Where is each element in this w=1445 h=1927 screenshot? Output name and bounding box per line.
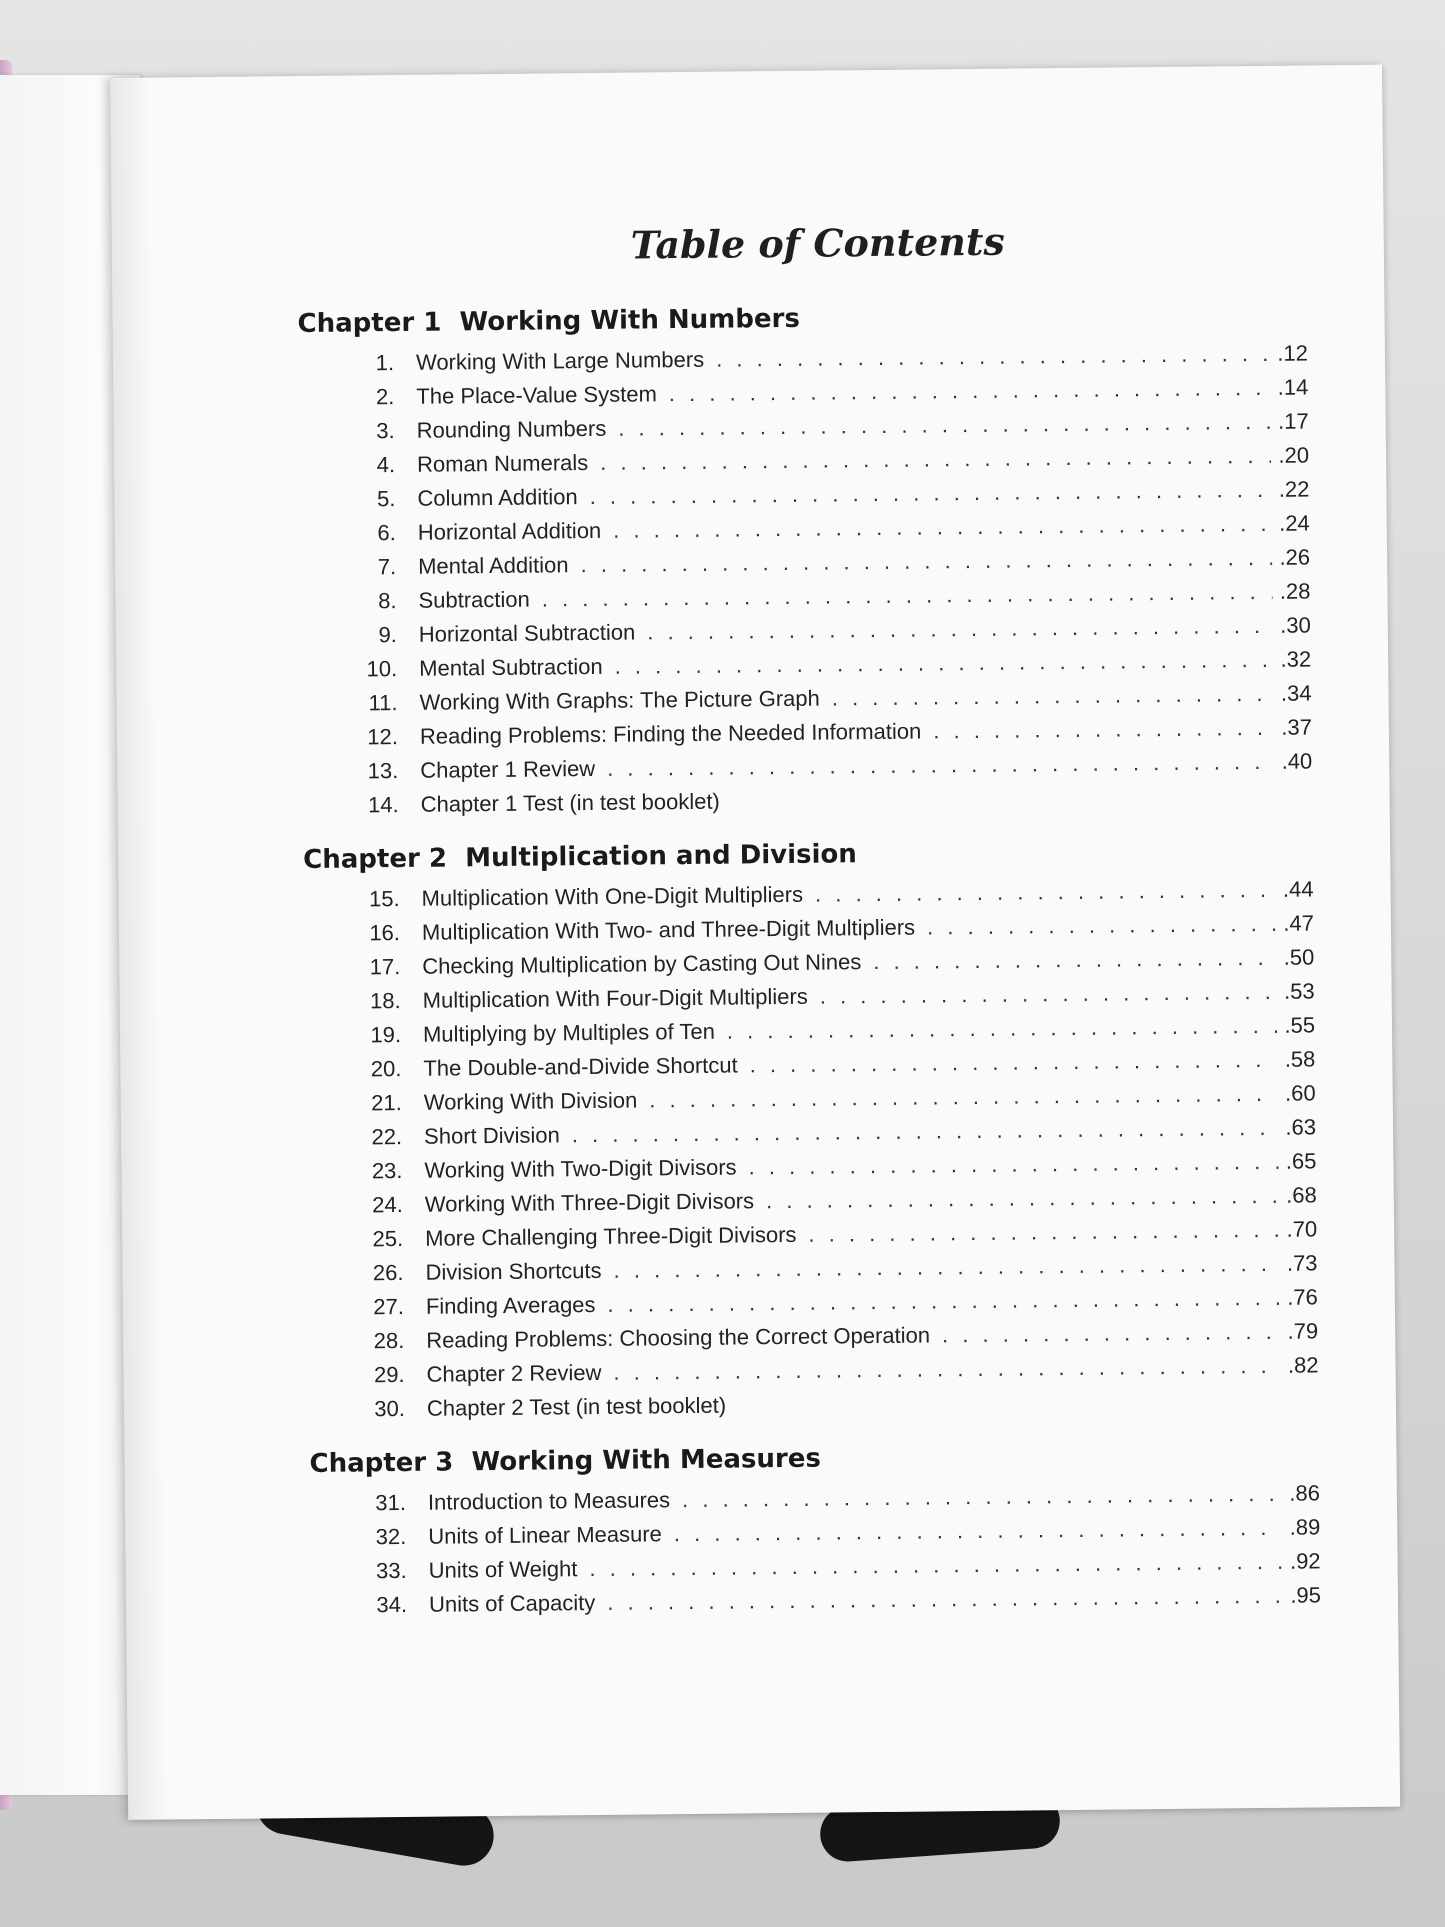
entry-number: 14.: [367, 792, 399, 818]
dot-leader: [820, 975, 1277, 1014]
entry-list: [298, 336, 1313, 823]
entry-number: 29.: [373, 1361, 405, 1388]
entry-number: 25.: [372, 1225, 404, 1252]
entry-page-number: .12: [1277, 340, 1309, 366]
entry-page-number: .28: [1279, 578, 1311, 604]
entry-number: 10.: [366, 656, 398, 682]
entry-page-number: .24: [1279, 510, 1310, 536]
entry-number: 16.: [369, 920, 401, 946]
entry-page-number: .82: [1287, 1352, 1319, 1378]
entry-number: 21.: [371, 1090, 402, 1116]
entry-title: Introduction to Measures: [427, 1487, 671, 1515]
dot-leader: [766, 1179, 1279, 1218]
entry-title: Multiplication With Two- and Three-Digit Multipliers: [421, 914, 916, 945]
entry-title: Multiplying by Multiples of Ten: [422, 1018, 715, 1047]
entry-page-number: .32: [1280, 646, 1312, 672]
entry-title: Chapter 1 Review: [420, 755, 596, 783]
entry-title: Chapter 2 Test (in test booklet): [426, 1392, 727, 1421]
entry-number: 33.: [375, 1557, 407, 1584]
entry-page-number: .26: [1279, 544, 1311, 570]
entry-page-number: .73: [1286, 1250, 1318, 1276]
chapter-section: [297, 290, 1312, 823]
entry-number: 23.: [371, 1157, 403, 1184]
entry-title: The Place-Value System: [416, 381, 657, 409]
entry-page-number: .53: [1283, 978, 1315, 1004]
chapter-section: [309, 1430, 1321, 1623]
entry-title: Units of Linear Measure: [428, 1521, 662, 1549]
entry-title: Horizontal Addition: [417, 517, 602, 545]
dot-leader: [815, 873, 1276, 912]
entry-title: Mental Addition: [417, 552, 569, 579]
entry-title: Working With Three-Digit Divisors: [424, 1188, 755, 1217]
entry-number: 30.: [374, 1395, 406, 1422]
entry-page-number: .76: [1287, 1284, 1318, 1310]
entry-page-number: .63: [1285, 1114, 1317, 1140]
entry-number: 22.: [371, 1123, 403, 1150]
entry-title: Checking Multiplication by Casting Out Nines: [422, 949, 862, 979]
dot-leader: [808, 1213, 1279, 1252]
dot-leader: [942, 1315, 1281, 1353]
dot-leader: [832, 677, 1274, 716]
entry-page-number: .70: [1286, 1216, 1318, 1242]
entry-page-number: .89: [1289, 1514, 1321, 1540]
entry-spacer: [720, 802, 1313, 808]
entry-page-number: .34: [1280, 680, 1312, 706]
entry-page-number: .22: [1278, 476, 1310, 502]
chapter-label: Chapter 2: [303, 843, 448, 876]
entry-title: Multiplication With Four-Digit Multipliers: [422, 983, 808, 1013]
entry-page-number: .37: [1281, 714, 1312, 740]
entry-title: Working With Graphs: The Picture Graph: [419, 685, 820, 715]
entry-number: 24.: [372, 1191, 403, 1218]
entry-title: Division Shortcuts: [425, 1257, 602, 1285]
entry-title: More Challenging Three-Digit Divisors: [425, 1221, 797, 1251]
entry-number: 15.: [368, 886, 400, 912]
entry-title: Subtraction: [418, 586, 530, 613]
chapter-label: Chapter 3: [309, 1447, 454, 1479]
entry-title: Units of Capacity: [428, 1590, 596, 1617]
entry-page-number: .68: [1286, 1182, 1317, 1208]
entry-page-number: .50: [1283, 944, 1315, 970]
chapter-label: Chapter 1: [297, 307, 442, 340]
chapter-name: Working With Measures: [471, 1443, 822, 1478]
entry-number: 28.: [373, 1327, 405, 1354]
entry-number: 19.: [370, 1022, 402, 1048]
dot-leader: [727, 1009, 1277, 1049]
entry-page-number: .79: [1287, 1318, 1319, 1344]
entry-title: The Double-and-Divide Shortcut: [423, 1052, 738, 1081]
entry-page-number: .44: [1282, 876, 1314, 902]
dot-leader: [927, 907, 1276, 945]
entry-page-number: .20: [1278, 442, 1310, 468]
entry-title: Working With Large Numbers: [415, 346, 705, 375]
entry-number: 31.: [375, 1489, 407, 1516]
entry-page-number: .14: [1277, 374, 1309, 400]
entry-number: 11.: [368, 690, 398, 716]
entry-number: 32.: [375, 1523, 407, 1550]
entry-number: 3.: [376, 418, 395, 444]
entry-page-number: .55: [1284, 1012, 1316, 1038]
entry-number: 34.: [376, 1591, 408, 1618]
entry-page-number: .95: [1290, 1582, 1322, 1608]
entry-number: 27.: [373, 1293, 405, 1320]
entry-title: Roman Numerals: [416, 450, 589, 477]
entry-number: 18.: [369, 988, 401, 1014]
entry-list: [310, 1476, 1321, 1623]
entry-number: 17.: [369, 954, 401, 980]
entry-number: 26.: [372, 1259, 404, 1286]
dot-leader: [716, 337, 1270, 377]
dot-leader: [749, 1043, 1277, 1083]
entry-title: Horizontal Subtraction: [418, 619, 636, 647]
entry-page-number: .17: [1277, 408, 1309, 434]
entry-page-number: .47: [1283, 910, 1315, 936]
entry-number: 13.: [367, 758, 399, 784]
table-of-contents: [297, 290, 1321, 1637]
entry-number: 1.: [375, 350, 395, 376]
entry-title: Working With Division: [423, 1087, 638, 1115]
entry-title: Reading Problems: Finding the Needed Information: [419, 718, 922, 749]
entry-title: Short Division: [423, 1122, 560, 1149]
contents-page: [110, 65, 1400, 1820]
entry-title: Chapter 1 Test (in test booklet): [420, 788, 720, 817]
entry-number: 7.: [377, 554, 397, 580]
entry-list: [303, 872, 1319, 1427]
entry-title: Chapter 2 Review: [426, 1359, 602, 1387]
entry-title: Units of Weight: [428, 1556, 578, 1583]
entry-number: 9.: [378, 622, 397, 648]
entry-number: 8.: [377, 588, 397, 614]
entry-page-number: .86: [1289, 1480, 1321, 1506]
chapter-name: Multiplication and Division: [465, 839, 857, 874]
entry-number: 5.: [376, 486, 396, 512]
dot-leader: [748, 1145, 1278, 1185]
entry-title: Working With Two-Digit Divisors: [424, 1154, 737, 1183]
entry-title: Finding Averages: [425, 1291, 596, 1319]
dot-leader: [607, 745, 1274, 786]
entry-title: Mental Subtraction: [419, 653, 603, 681]
entry-page-number: .40: [1281, 748, 1313, 774]
entry-page-number: .30: [1280, 612, 1311, 638]
dot-leader: [613, 1349, 1280, 1390]
entry-title: Multiplication With One-Digit Multipliers: [421, 881, 804, 911]
page-title: Table of Contents: [630, 218, 1006, 268]
entry-title: Column Addition: [417, 484, 578, 511]
entry-number: 2.: [375, 384, 395, 410]
entry-title: Reading Problems: Choosing the Correct Operation: [426, 1322, 931, 1353]
dot-leader: [873, 941, 1276, 979]
dot-leader: [607, 1579, 1283, 1620]
entry-page-number: .60: [1284, 1080, 1316, 1106]
entry-number: 6.: [377, 520, 396, 546]
entry-page-number: .65: [1285, 1148, 1317, 1174]
entry-spacer: [726, 1406, 1319, 1412]
chapter-name: Working With Numbers: [459, 303, 801, 338]
entry-number: 20.: [370, 1056, 402, 1082]
dot-leader: [933, 711, 1274, 749]
entry-page-number: .92: [1289, 1548, 1321, 1574]
entry-title: Rounding Numbers: [416, 415, 607, 443]
entry-number: 12.: [367, 724, 399, 750]
entry-number: 4.: [376, 452, 396, 478]
entry-page-number: .58: [1284, 1046, 1316, 1072]
chapter-section: [303, 826, 1319, 1427]
